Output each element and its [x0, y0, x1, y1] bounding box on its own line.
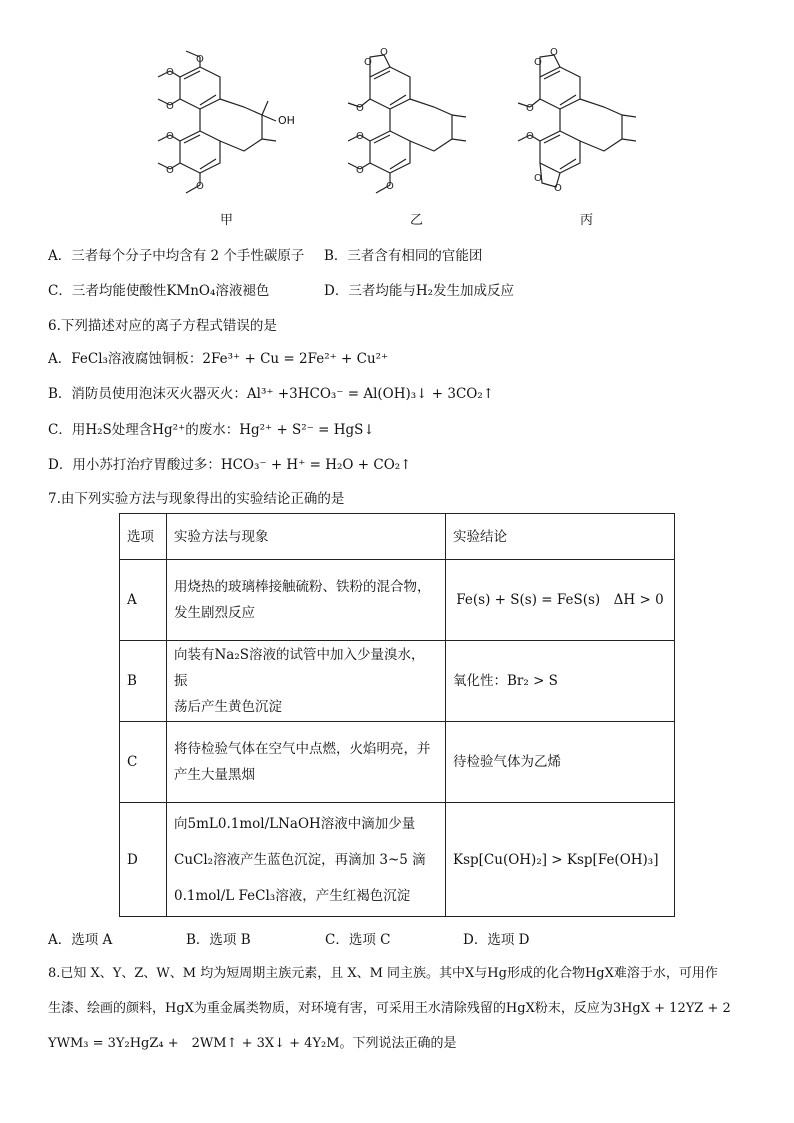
row-conclusion: 氧化性：Br₂ > S: [446, 641, 675, 722]
q5-option-d: D．三者均能与H₂发生加成反应: [324, 283, 515, 299]
table-row: [120, 803, 675, 917]
header-conclusion: 实验结论: [446, 514, 675, 560]
svg-text:O: O: [166, 131, 174, 142]
row-conclusion: Fe(s) + S(s) = FeS(s) ΔH > 0: [446, 560, 675, 641]
molecule-jia-structure: [150, 55, 310, 205]
svg-text:O: O: [534, 57, 542, 68]
row-option: D: [120, 803, 167, 917]
svg-text:O: O: [364, 57, 372, 68]
row-method-line: 0.1mol/L FeCl₃溶液，产生红褐色沉淀: [174, 887, 411, 904]
molecule-yi-structure: [340, 47, 480, 205]
row-method: [167, 722, 446, 803]
q5-option-c: C．三者均能使酸性KMnO₄溶液褪色: [48, 283, 270, 299]
svg-text:O: O: [166, 165, 174, 176]
molecule-yi-label: 乙: [410, 213, 424, 228]
svg-text:O: O: [534, 173, 542, 184]
svg-text:O: O: [550, 47, 558, 58]
molecule-bing: [510, 47, 650, 228]
svg-text:O: O: [166, 101, 174, 112]
row-option: A: [120, 560, 167, 641]
q6-option-c: C．用H₂S处理含Hg²⁺的废水：Hg²⁺ + S²⁻ = HgS↓: [48, 422, 375, 438]
svg-text:O: O: [386, 181, 394, 192]
svg-text:O: O: [196, 54, 204, 65]
q6-option-a: A．FeCl₃溶液腐蚀铜板：2Fe³⁺ + Cu = 2Fe²⁺ + Cu²⁺: [48, 351, 389, 367]
row-method-line: 向装有Na₂S溶液的试管中加入少量溴水，振: [174, 647, 425, 689]
svg-text:O: O: [380, 47, 388, 58]
table-row: [120, 641, 675, 722]
molecule-bing-structure: [510, 47, 650, 205]
header-method: 实验方法与现象: [167, 514, 446, 560]
table-row: [120, 560, 675, 641]
q5-option-b: B．三者含有相同的官能团: [324, 248, 483, 264]
row-conclusion: Ksp[Cu(OH)₂] > Ksp[Fe(OH)₃]: [446, 803, 675, 917]
q6-option-d: D．用小苏打治疗胃酸过多：HCO₃⁻ + H⁺ = H₂O + CO₂↑: [48, 457, 412, 473]
row-method-line: 产生大量黑烟: [174, 767, 255, 783]
experiment-table: [119, 513, 675, 917]
molecule-yi: [340, 47, 480, 228]
row-method-line: 荡后产生黄色沉淀: [174, 699, 282, 715]
q7-option-a: A．选项 A: [48, 932, 113, 948]
molecule-jia: [150, 54, 310, 228]
table-header-row: [120, 514, 675, 560]
q7-option-b: B．选项 B: [186, 932, 251, 948]
row-option: C: [120, 722, 167, 803]
row-method-line: CuCl₂溶液产生蓝色沉淀，再滴加 3~5 滴: [174, 851, 426, 868]
row-conclusion: 待检验气体为乙烯: [446, 722, 675, 803]
molecule-jia-label: 甲: [220, 213, 234, 228]
svg-text:O: O: [356, 131, 364, 142]
svg-text:O: O: [196, 181, 204, 192]
q7-stem: 7.由下列实验方法与现象得出的实验结论正确的是: [48, 491, 345, 507]
q6-option-b: B．消防员使用泡沫灭火器灭火：Al³⁺ +3HCO₃⁻ = Al(OH)₃↓ + 3CO₂↑: [48, 386, 495, 402]
row-method-line: 发生剧烈反应: [174, 605, 255, 621]
row-method: [167, 803, 446, 917]
molecule-bing-label: 丙: [580, 213, 594, 228]
table-row: [120, 722, 675, 803]
q6-stem: 6.下列描述对应的离子方程式错误的是: [48, 318, 277, 334]
svg-text:O: O: [554, 183, 562, 194]
q8-line-1: 8.已知 X、Y、Z、W、M 均为短周期主族元素，且 X、M 同主族。其中X与Hg形成的化合物HgX难溶于水，可用作: [48, 966, 718, 981]
q8-line-2: 生漆、绘画的颜料，HgX为重金属类物质，对环境有害，可采用王水清除残留的HgX粉末，反应为3HgX + 12YZ + 2: [48, 1001, 731, 1016]
svg-text:O: O: [356, 103, 364, 114]
row-method: [167, 641, 446, 722]
q5-option-a: A．三者每个分子中均含有 2 个手性碳原子: [48, 248, 305, 264]
row-method-line: 向5mL0.1mol/LNaOH溶液中滴加少量: [174, 815, 416, 832]
svg-text:O: O: [166, 67, 174, 78]
row-method-line: 将待检验气体在空气中点燃，火焰明亮，并: [174, 741, 431, 757]
q7-option-c: C．选项 C: [325, 932, 391, 948]
svg-text:O: O: [526, 131, 534, 142]
row-method-line: 用烧热的玻璃棒接触硫粉、铁粉的混合物，: [174, 579, 431, 595]
q7-option-d: D．选项 D: [463, 932, 530, 948]
svg-text:O: O: [356, 165, 364, 176]
row-option: B: [120, 641, 167, 722]
q8-line-3: YWM₃ = 3Y₂HgZ₄ + 2WM↑ + 3X↓ + 4Y₂M。下列说法正确的是: [48, 1036, 457, 1051]
row-method: [167, 560, 446, 641]
svg-text:O: O: [526, 103, 534, 114]
hydroxyl-label: OH: [278, 114, 295, 127]
header-option: 选项: [120, 514, 167, 560]
